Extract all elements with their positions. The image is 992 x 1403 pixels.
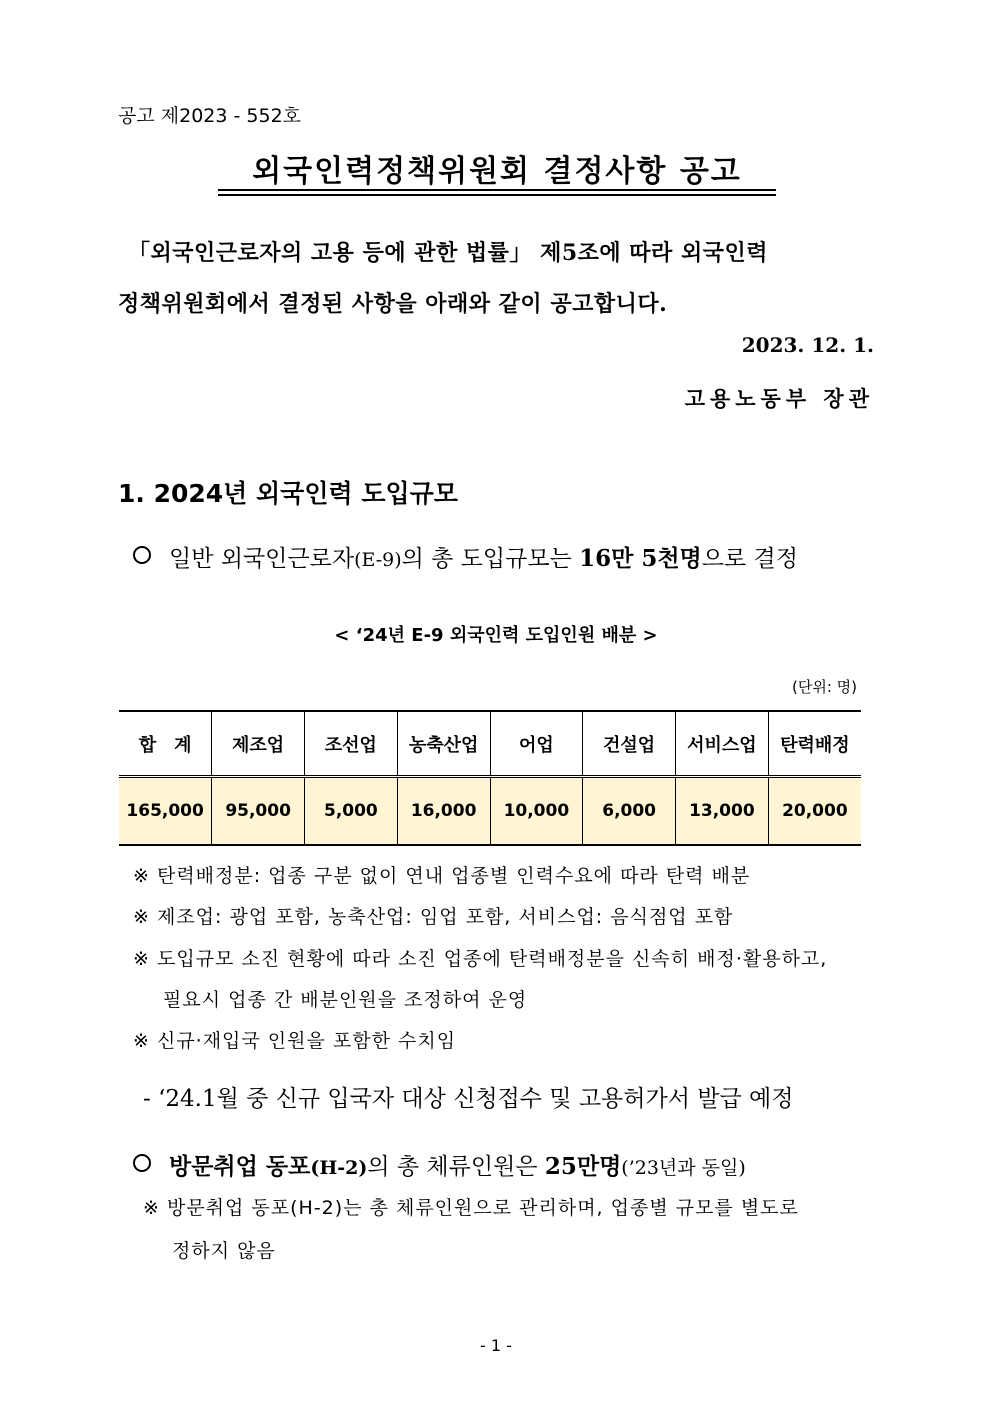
table-cell: 6,000: [583, 777, 676, 846]
intro-line-2: 정책위원회에서 결정된 사항을 아래와 같이 공고합니다.: [118, 291, 668, 317]
document-title: 외국인력정책위원회 결정사항 공고: [252, 154, 742, 189]
page-number: - 1 -: [480, 1336, 512, 1355]
bullet1-text-5: 으로 결정: [701, 546, 798, 572]
title-underline: [218, 189, 776, 191]
note-exhaustion: ※ 도입규모 소진 현황에 따라 소진 업종에 탄력배정분을 신속히 배정·활용하고,: [133, 948, 828, 970]
note-h2-line-1: ※ 방문취업 동포(H-2)는 총 체류인원으로 관리하며, 업종별 규모를 별도로: [143, 1197, 799, 1219]
notice-number: 공고 제2023 - 552호: [118, 105, 302, 127]
circle-bullet-icon: [133, 546, 151, 564]
signer: 고용노동부 장관: [684, 386, 874, 411]
table-header-cell: 탄력배정: [768, 711, 861, 777]
bullet2-text-4: 25만명: [544, 1153, 622, 1180]
table-header-cell: 합 계: [119, 711, 212, 777]
table-header-row: [119, 711, 861, 777]
table-header-cell: 조선업: [305, 711, 398, 777]
title-underline-2: [218, 194, 776, 196]
bullet2-text-1: 방문취업 동포: [169, 1153, 311, 1180]
bullet-e9-total: [133, 540, 798, 573]
table-header-cell: 건설업: [583, 711, 676, 777]
bullet1-text-1: 일반 외국인근로자: [169, 546, 355, 572]
table-unit: (단위: 명): [792, 678, 857, 696]
dash-item-schedule: - ‘24.1월 중 신규 입국자 대상 신청접수 및 고용허가서 발급 예정: [143, 1086, 794, 1112]
bullet-h2-total: [133, 1148, 746, 1181]
table-cell: 16,000: [397, 777, 490, 846]
table-cell: 5,000: [305, 777, 398, 846]
table-cell: 165,000: [119, 777, 212, 846]
bullet2-text-3: 의 총 체류인원은: [367, 1154, 545, 1180]
table-header-cell: 어업: [490, 711, 583, 777]
table-cell: 20,000: [768, 777, 861, 846]
intro-line-1: 「외국인근로자의 고용 등에 관한 법률」 제5조에 따라 외국인력: [128, 240, 768, 266]
notice-date: 2023. 12. 1.: [741, 333, 874, 357]
bullet2-text-5: (’23년과 동일): [621, 1157, 746, 1179]
table-header-cell: 서비스업: [676, 711, 769, 777]
circle-bullet-icon: [133, 1154, 151, 1172]
table-cell: 10,000: [490, 777, 583, 846]
section-heading: 1. 2024년 외국인력 도입규모: [118, 479, 458, 508]
note-reentry: ※ 신규·재입국 인원을 포함한 수치임: [133, 1030, 457, 1052]
note-exhaustion-cont: 필요시 업종 간 배분인원을 조정하여 운영: [163, 989, 528, 1011]
table-cell: 13,000: [676, 777, 769, 846]
bullet1-text-2: (E-9): [354, 549, 402, 571]
table-cell: 95,000: [212, 777, 305, 846]
table-header-cell: 농축산업: [397, 711, 490, 777]
note-flexible-allocation: ※ 탄력배정분: 업종 구분 없이 연내 업종별 인력수요에 따라 탄력 배분: [133, 865, 751, 887]
table-header-cell: 제조업: [212, 711, 305, 777]
allocation-table: [119, 710, 861, 846]
table-caption: < ‘24년 E-9 외국인력 도입인원 배분 >: [334, 625, 658, 646]
bullet2-text-2: (H-2): [310, 1157, 368, 1179]
bullet1-text-4: 16만 5천명: [579, 545, 702, 572]
table-row: [119, 777, 861, 846]
note-industry-scope: ※ 제조업: 광업 포함, 농축산업: 임업 포함, 서비스업: 음식점업 포함: [133, 906, 734, 928]
bullet1-text-3: 의 총 도입규모는: [401, 546, 580, 572]
note-h2-line-2: 정하지 않음: [172, 1240, 276, 1262]
